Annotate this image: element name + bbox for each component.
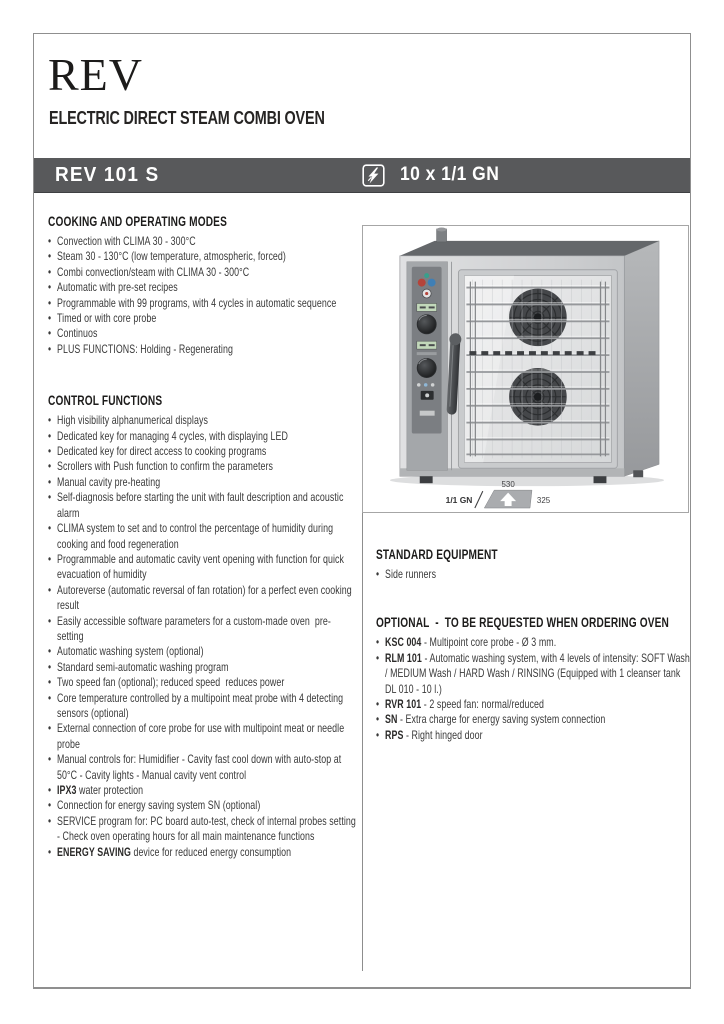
oven-control-panel <box>407 262 448 471</box>
column-divider <box>362 513 363 971</box>
bullet-item: • Convection with CLIMA 30 - 300°C <box>48 234 356 249</box>
item-code: IPX3 <box>57 783 77 797</box>
model-number: REV 101 S <box>55 163 160 186</box>
bullet-item: • RPS - Right hinged door <box>376 728 694 743</box>
brand-title: REV <box>48 49 143 100</box>
item-code: ENERGY SAVING <box>57 844 131 859</box>
bullet-item: • RLM 101 - Automatic washing system, with 4 levels of intensity: SOFT Wash / MEDIUM Wash / HARD Wash / RINSING (Equipped with 1 cleanser tank DL 010 - 10 l.) <box>376 651 694 697</box>
capacity-label: 10 x 1/1 GN <box>400 164 500 185</box>
section-title-optional: OPTIONAL - TO BE REQUESTED WHEN ORDERING OVEN <box>376 615 670 631</box>
bullet-item: • Steam 30 - 130°C (low temperature, atmospheric, forced) <box>48 249 356 264</box>
bullet-item: • High visibility alphanumerical displays <box>48 413 356 428</box>
optional-equipment-list <box>376 635 694 743</box>
control-functions-list <box>48 413 359 860</box>
bullet-item: • Autoreverse (automatic reversal of fan rotation) for a perfect even cooking result <box>48 583 356 614</box>
item-code: KSC 004 <box>385 635 422 650</box>
bullet-item: • KSC 004 - Multipoint core probe - Ø 3 mm. <box>376 635 694 650</box>
bullet-item: • Standard semi-automatic washing program <box>48 660 356 675</box>
oven-side-panel <box>624 241 659 476</box>
section-title-control: CONTROL FUNCTIONS <box>48 393 163 409</box>
item-code: RVR 101 <box>385 697 422 712</box>
bullet-item: • ENERGY SAVING device for reduced energy consumption <box>48 845 356 860</box>
model-bar <box>34 158 690 193</box>
standard-equipment-list <box>376 567 694 582</box>
capacity-group <box>362 164 508 187</box>
oven-fan-bottom <box>509 368 567 426</box>
item-code: SN <box>385 712 398 727</box>
bullet-item: • Core temperature controlled by a multipoint meat probe with 4 detecting sensors (optional) <box>48 691 356 722</box>
bullet-item: • PLUS FUNCTIONS: Holding - Regenerating <box>48 342 356 357</box>
bullet-item: • Combi convection/steam with CLIMA 30 - 300°C <box>48 265 356 280</box>
left-column <box>48 214 359 860</box>
bullet-item: • Continuos <box>48 326 356 341</box>
bullet-item: • IPX3 water protection <box>48 783 356 798</box>
bullet-item: • Easily accessible software parameters for a custom-made oven pre-setting <box>48 614 356 645</box>
bullet-item: • Side runners <box>376 567 694 582</box>
product-subtitle: ELECTRIC DIRECT STEAM COMBI OVEN <box>49 108 325 128</box>
dim-width-label: 530 <box>501 480 515 490</box>
bullet-item: • External connection of core probe for use with multipoint meat or needle probe <box>48 721 356 752</box>
bullet-item: • SERVICE program for: PC board auto-test, check of internal probes setting - Check oven operating hours for all main maintenance functions <box>48 814 356 845</box>
bullet-item: • Dedicated key for managing 4 cycles, with displaying LED <box>48 429 356 444</box>
dim-gn-label: 1/1 GN <box>445 495 473 506</box>
bullet-item: • Manual controls for: Humidifier - Cavity fast cool down with auto-stop at 50°C - Cavity lights - Manual cavity vent control <box>48 752 356 783</box>
oven-door-glass <box>458 270 617 469</box>
bullet-item: • Timed or with core probe <box>48 311 356 326</box>
oven-top-panel <box>400 241 659 256</box>
bullet-item: • RVR 101 - 2 speed fan: normal/reduced <box>376 697 694 712</box>
section-title-cooking: COOKING AND OPERATING MODES <box>48 214 228 229</box>
cooking-modes-list <box>48 234 356 357</box>
bullet-item: • SN - Extra charge for energy saving system connection <box>376 712 694 727</box>
bullet-item: • Dedicated key for direct access to cooking programs <box>48 444 356 459</box>
product-image-box <box>362 225 689 513</box>
bullet-item: • Programmable with 99 programs, with 4 cycles in automatic sequence <box>48 296 356 311</box>
page-frame <box>33 33 691 989</box>
bullet-item: • Programmable and automatic cavity vent opening with function for quick evacuation of humidity <box>48 552 356 583</box>
item-code: RLM 101 <box>385 650 422 665</box>
bullet-item: • Manual cavity pre-heating <box>48 475 356 490</box>
right-column <box>376 547 694 743</box>
bullet-item: • Automatic with pre-set recipes <box>48 280 356 295</box>
oven-product-image <box>363 226 688 512</box>
electric-bolt-icon <box>362 164 385 187</box>
section-title-standard: STANDARD EQUIPMENT <box>376 547 498 562</box>
dim-depth-label: 325 <box>536 496 551 506</box>
bullet-item: • Scrollers with Push function to confirm the parameters <box>48 459 356 474</box>
bullet-item: • Automatic washing system (optional) <box>48 644 356 659</box>
bullet-item: • Self-diagnosis before starting the unit with fault description and acoustic alarm <box>48 490 356 521</box>
bullet-item: • Two speed fan (optional); reduced speed reduces power <box>48 675 356 690</box>
item-code: RPS <box>385 727 404 742</box>
bullet-item: • CLIMA system to set and to control the percentage of humidity during cooking and food regeneration <box>48 521 356 552</box>
bullet-item: • Connection for energy saving system SN (optional) <box>48 798 356 813</box>
